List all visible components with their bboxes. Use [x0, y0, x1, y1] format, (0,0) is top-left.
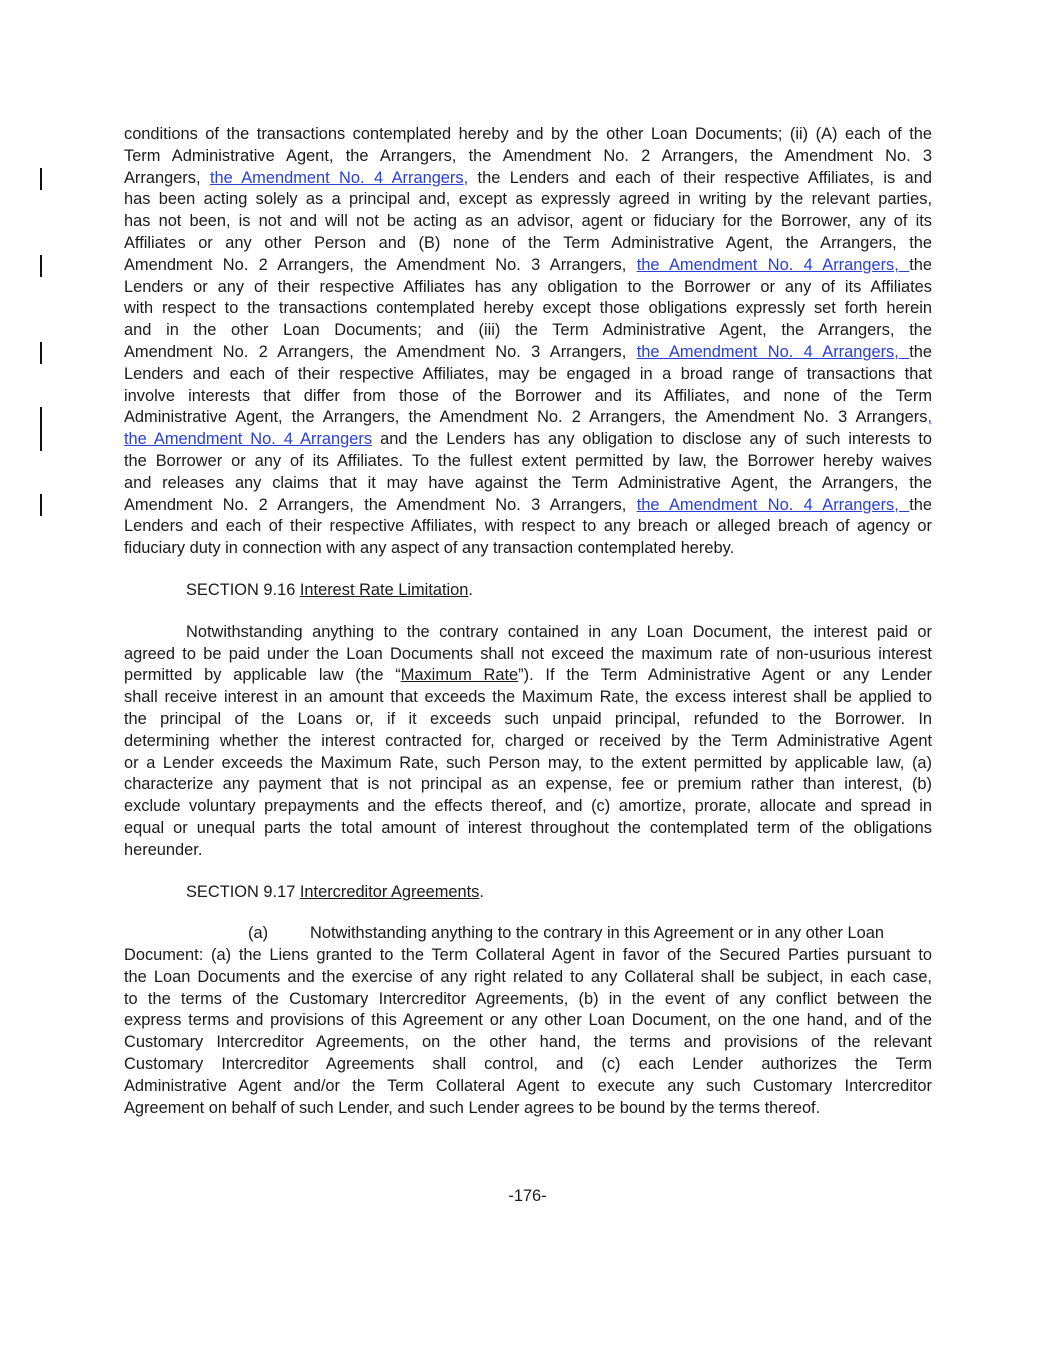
text-line: determining whether the interest contracted for, charged or received by the Term Administrative Agent: [124, 731, 932, 750]
paragraph-section-9-15-continued: [124, 124, 932, 560]
text-line: and in the other Loan Documents; and (iii) the Term Administrative Agent, the Arrangers, the: [124, 321, 932, 340]
text-line: Lenders and each of their respective Affiliates, may be engaged in a broad range of transactions that: [124, 364, 932, 383]
section-number: SECTION 9.16: [186, 580, 300, 599]
text-line: with respect to the transactions contemplated hereby except those obligations expressly set forth herein: [124, 299, 932, 318]
text-line: Lenders and each of their respective Affiliates, with respect to any breach or alleged breach of agency or: [124, 517, 932, 536]
defined-term-maximum-rate: Maximum Rate: [400, 666, 519, 685]
text-line: Notwithstanding anything to the contrary contained in any Loan Document, the interest paid or: [186, 622, 932, 641]
text-line: or a Lender exceeds the Maximum Rate, such Person may, to the extent permitted by applicable law, (a): [124, 753, 932, 772]
section-heading-9-16: [124, 580, 932, 602]
text-line: Document: (a) the Liens granted to the Term Collateral Agent in favor of the Secured Parties pursuant to: [124, 946, 932, 965]
section-number: SECTION 9.17: [186, 882, 300, 901]
text-line: conditions of the transactions contemplated hereby and by the other Loan Documents; (ii) (A) each of the: [124, 125, 932, 143]
text-line: Agreement on behalf of such Lender, and such Lender agrees to be bound by the terms thereof.: [124, 1098, 821, 1117]
text-line: permitted by applicable law (the “Maximum Rate”). If the Term Administrative Agent or any Lender: [124, 666, 932, 685]
section-period: .: [479, 882, 484, 901]
text-line: fiduciary duty in connection with any aspect of any transaction contemplated hereby.: [124, 539, 735, 558]
change-bar: [40, 494, 42, 516]
text-line: has been acting solely as a principal and, except as expressly agreed in writing by the relevant parties,: [124, 190, 932, 209]
text-line: the Loan Documents and the exercise of any right related to any Collateral shall be subject, in each case,: [124, 967, 932, 986]
text-line: Amendment No. 2 Arrangers, the Amendment No. 3 Arrangers, the Amendment No. 4 Arrangers, the: [124, 495, 932, 514]
text-line: Customary Intercreditor Agreements shall control, and (c) each Lender authorizes the Term: [124, 1055, 932, 1074]
text-line: the Amendment No. 4 Arrangers and the Lenders has any obligation to disclose any of such interests to: [124, 430, 932, 449]
text-line: Amendment No. 2 Arrangers, the Amendment No. 3 Arrangers, the Amendment No. 4 Arrangers, the: [124, 255, 932, 274]
text-line: shall receive interest in an amount that exceeds the Maximum Rate, the excess interest shall be applied to: [124, 688, 932, 707]
page-number: -176-: [508, 1187, 547, 1205]
change-bar: [40, 407, 42, 451]
text-line: (a) Notwithstanding anything to the contrary in this Agreement or in any other Loan: [124, 923, 932, 945]
text-line: Arrangers, the Amendment No. 4 Arrangers, the Lenders and each of their respective Affiliates, is and: [124, 168, 933, 187]
section-heading-9-17: [124, 882, 932, 904]
inserted-text: ,: [927, 408, 932, 427]
text-line: characterize any payment that is not principal as an expense, fee or premium rather than interest, (b): [124, 775, 932, 794]
text-line: Term Administrative Agent, the Arrangers, the Amendment No. 2 Arrangers, the Amendment No. 3: [124, 146, 932, 165]
text-line: Affiliates or any other Person and (B) none of the Term Administrative Agent, the Arrangers, the: [124, 233, 932, 252]
text-line: and releases any claims that it may have against the Term Administrative Agent, the Arrangers, the: [124, 473, 932, 492]
inserted-text: the Amendment No. 4 Arrangers: [124, 430, 373, 449]
text-line: involve interests that differ from those of the Borrower and its Affiliates, and none of the Term: [124, 386, 932, 405]
text-line: hereunder.: [124, 840, 203, 859]
inserted-text: the Amendment No. 4 Arrangers,: [636, 342, 910, 361]
paragraph-interest-rate-limitation: [124, 622, 932, 862]
text-line: has not been, is not and will not be acting as an advisor, agent or fiduciary for the Borrower, any of its: [124, 212, 932, 231]
text-line: exclude voluntary prepayments and the effects thereof, and (c) amortize, prorate, allocate and spread in: [124, 797, 932, 816]
document-page: [124, 124, 932, 1119]
text-line: Administrative Agent and/or the Term Collateral Agent to execute any such Customary Intercreditor: [124, 1076, 932, 1095]
section-title: Intercreditor Agreements: [299, 882, 480, 901]
inserted-text: the Amendment No. 4 Arrangers,: [209, 168, 469, 187]
text-line: agreed to be paid under the Loan Documents shall not exceed the maximum rate of non-usurious interest: [124, 644, 932, 663]
text-line: Administrative Agent, the Arrangers, the Amendment No. 2 Arrangers, the Amendment No. 3 Arrangers,: [124, 408, 932, 427]
text-line: equal or unequal parts the total amount of interest throughout the contemplated term of the obligations: [124, 818, 932, 837]
change-bar: [40, 168, 42, 190]
inserted-text: the Amendment No. 4 Arrangers,: [636, 495, 910, 514]
text-line: the principal of the Loans or, if it exceeds such unpaid principal, refunded to the Borrower. In: [124, 709, 932, 728]
inserted-text: the Amendment No. 4 Arrangers,: [636, 255, 910, 274]
text-line: Amendment No. 2 Arrangers, the Amendment No. 3 Arrangers, the Amendment No. 4 Arrangers, the: [124, 342, 932, 361]
section-period: .: [468, 580, 473, 599]
text-line: Customary Intercreditor Agreements, on the other hand, the terms and provisions of the relevant: [124, 1033, 932, 1052]
text-line: Lenders or any of their respective Affiliates has any obligation to the Borrower or any of its Affiliates: [124, 277, 932, 296]
text-line: to the terms of the Customary Intercreditor Agreements, (b) in the event of any conflict between the: [124, 989, 932, 1008]
change-bar: [40, 255, 42, 277]
paragraph-intercreditor-agreements: [124, 923, 932, 1119]
text-line: express terms and provisions of this Agreement or any other Loan Document, on the one hand, and of the: [124, 1011, 932, 1030]
clause-label: (a): [248, 924, 269, 943]
text-line: the Borrower or any of its Affiliates. To the fullest extent permitted by law, the Borrower hereby waives: [124, 451, 932, 470]
change-bar: [40, 342, 42, 364]
section-title: Interest Rate Limitation: [299, 580, 469, 599]
